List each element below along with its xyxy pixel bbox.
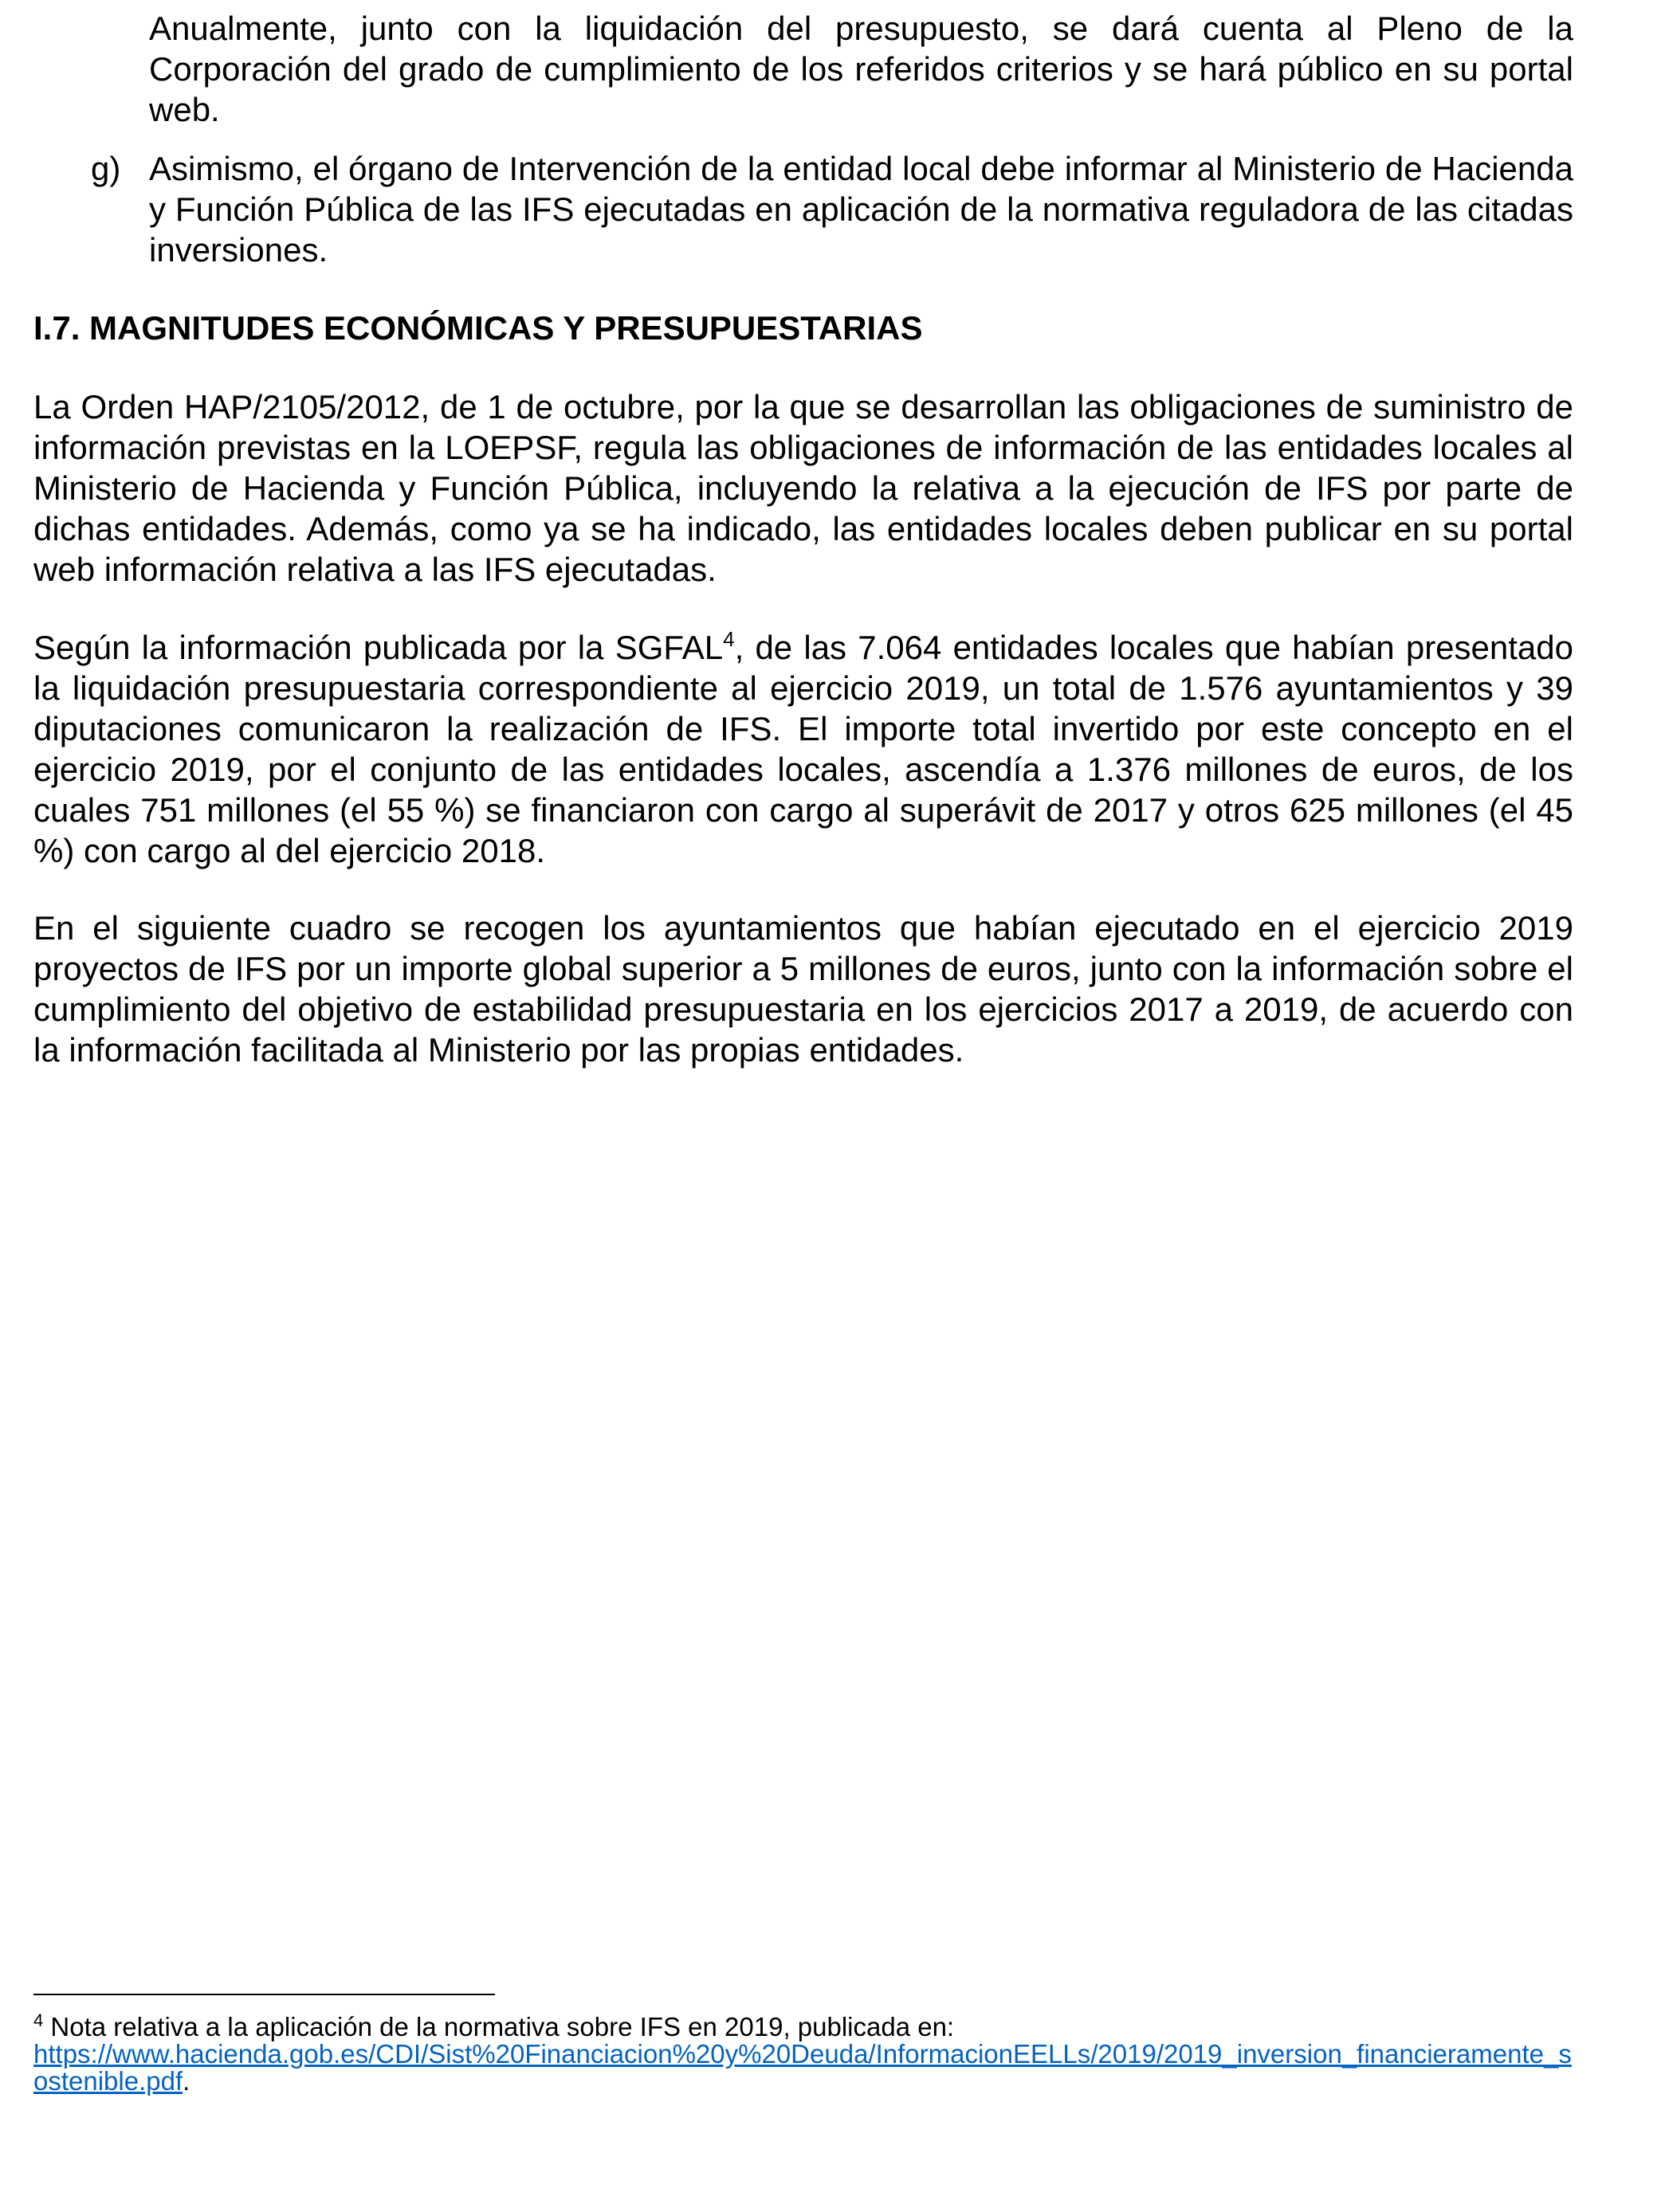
paragraph-orden-hap: La Orden HAP/2105/2012, de 1 de octubre, por la que se desarrollan las obligaciones de suministro de información previstas en la LOEPSF, regula las obligaciones de información de las entidades locales al Ministerio de Hacienda y Función Pública, incluyendo la relativa a la ejecución de IFS por parte de dichas entidades. Además, como ya se ha indicado, las entidades locales deben publicar en su portal web información relativa a las IFS ejecutadas. bbox=[33, 388, 1573, 588]
paragraph-sgfal-rest: , de las 7.064 entidades locales que habían presentado la liquidación presupuestaria correspondiente al ejercicio 2019, un total de 1.576 ayuntamientos y 39 diputaciones comunicaron la realización de IFS. El importe total invertido por este concepto en el ejercicio 2019, por el conjunto de las entidades locales, ascendía a 1.376 millones de euros, de los cuales 751 millones (el 55 %) se financiaron con cargo al superávit de 2017 y otros 625 millones (el 45 %) con cargo al del ejercicio 2018. bbox=[33, 629, 1574, 869]
footnote-trailing: . bbox=[183, 2066, 190, 2096]
footnote-reference[interactable]: 4 bbox=[723, 627, 735, 651]
footnote-link[interactable]: https://www.hacienda.gob.es/CDI/Sist%20Financiacion%20y%20Deuda/InformacionEELLs/2019/2019_inversion_financieramente_sostenible.pdf bbox=[33, 2039, 1572, 2096]
footnote bbox=[33, 2010, 1580, 2096]
list-marker-g: g) bbox=[91, 150, 121, 187]
paragraph-sgfal bbox=[33, 627, 1573, 871]
footnote-text: Nota relativa a la aplicación de la normativa sobre IFS en 2019, publicada en: bbox=[43, 2012, 955, 2041]
footnote-divider bbox=[33, 1994, 495, 1995]
top-paragraph: Anualmente, junto con la liquidación del presupuesto, se dará cuenta al Pleno de la Corporación del grado de cumplimiento de los referidos criterios y se hará público en su portal web. bbox=[149, 10, 1573, 128]
paragraph-sgfal-start: Según la información publicada por la SGFAL bbox=[33, 629, 724, 666]
section-heading: I.7. MAGNITUDES ECONÓMICAS Y PRESUPUESTARIAS bbox=[33, 309, 923, 347]
list-item-g: Asimismo, el órgano de Intervención de la entidad local debe informar al Ministerio de Hacienda y Función Pública de las IFS ejecutadas en aplicación de la normativa reguladora de las citadas inversiones. bbox=[149, 150, 1573, 269]
paragraph-cuadro: En el siguiente cuadro se recogen los ayuntamientos que habían ejecutado en el ejercicio 2019 proyectos de IFS por un importe global superior a 5 millones de euros, junto con la información sobre el cumplimiento del objetivo de estabilidad presupuestaria en los ejercicios 2017 a 2019, de acuerdo con la información facilitada al Ministerio por las propias entidades. bbox=[33, 909, 1573, 1069]
footnote-number: 4 bbox=[33, 2010, 44, 2030]
